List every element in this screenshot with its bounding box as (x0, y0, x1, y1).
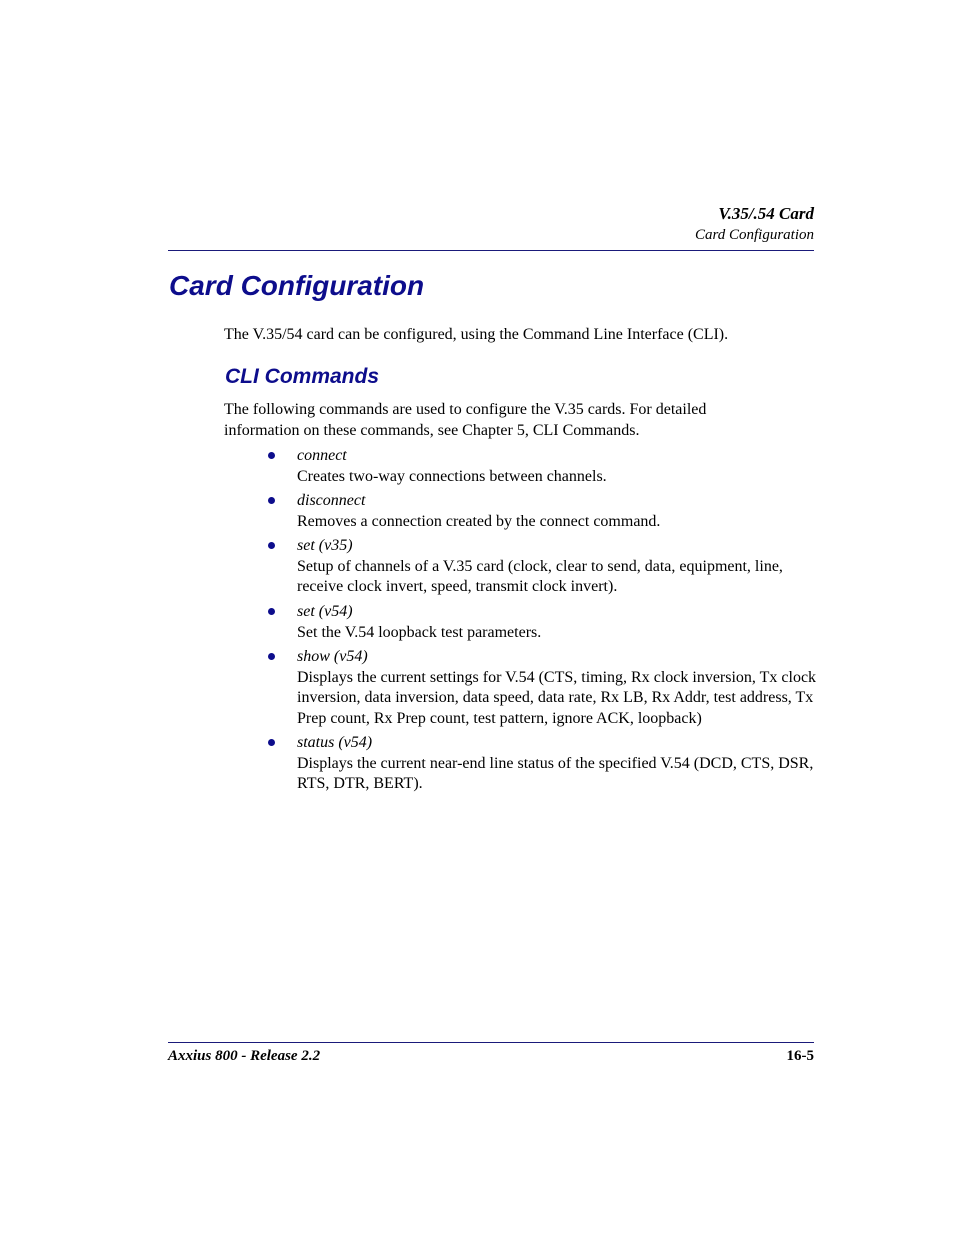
footer-product-release: Axxius 800 - Release 2.2 (168, 1048, 321, 1064)
intro-paragraph: The V.35/54 card can be configured, using the Command Line Interface (CLI). (224, 326, 729, 343)
command-name: set (v54) (297, 603, 353, 620)
bullet-icon (268, 653, 275, 660)
bullet-icon (268, 739, 275, 746)
bullet-icon (268, 542, 275, 549)
command-description: Setup of channels of a V.35 card (clock, clear to send, data, equipment, line, receive clock invert, speed, transmit clock invert). (297, 557, 783, 595)
page-number: 16-5 (786, 1048, 814, 1064)
bullet-icon (268, 497, 275, 504)
list-item (297, 446, 817, 487)
page-title: Card Configuration (169, 270, 425, 301)
bullet-icon (268, 608, 275, 615)
footer-rule (168, 1042, 814, 1043)
section-paragraph: The following commands are used to configure the V.35 cards. For detailed information on these commands, see Chapter 5, CLI Commands. (224, 401, 707, 439)
list-item (297, 733, 817, 795)
section-title: CLI Commands (225, 365, 380, 388)
command-name: show (v54) (297, 648, 368, 665)
bullet-icon (268, 452, 275, 459)
command-name: disconnect (297, 492, 366, 509)
command-description: Displays the current settings for V.54 (CTS, timing, Rx clock inversion, Tx clock inversion, data inversion, data speed, data rate, Rx LB, Rx Addr, test address, Tx Prep count, Rx Prep count, test pattern, ignore ACK, loopback) (297, 668, 817, 727)
command-name: status (v54) (297, 734, 373, 751)
list-item (297, 647, 817, 729)
command-description: Displays the current near-end line status of the specified V.54 (DCD, CTS, DSR, RTS, DTR, BERT). (297, 754, 814, 792)
list-item (297, 602, 817, 643)
header-chapter-title: V.35/.54 Card (718, 204, 814, 223)
command-description: Set the V.54 loopback test parameters. (297, 623, 542, 641)
list-item (297, 491, 817, 532)
command-description: Removes a connection created by the connect command. (297, 512, 661, 530)
command-name: set (v35) (297, 537, 353, 554)
header-section-title: Card Configuration (694, 227, 814, 243)
header-rule (168, 250, 814, 251)
list-item (297, 536, 817, 598)
command-name: connect (297, 447, 347, 464)
command-description: Creates two-way connections between channels. (297, 467, 607, 485)
